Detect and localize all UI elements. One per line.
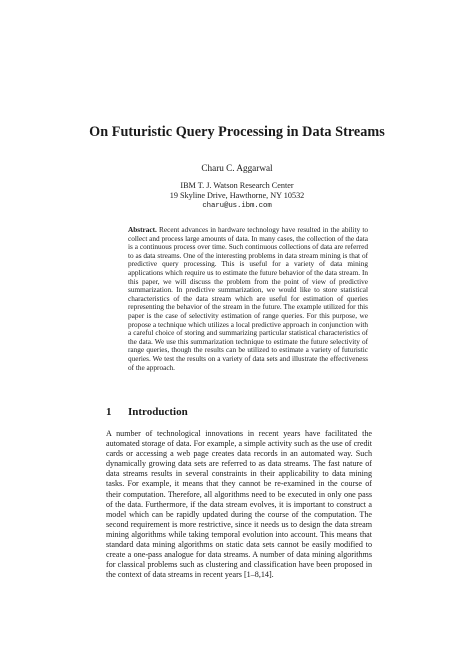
- section-number: 1: [106, 406, 112, 418]
- abstract-text: Recent advances in hardware technology have resulted in the ability to collect and process large amounts of data. In many cases, the collection of the data is a continuous process over time. Such continuous collections of data are referred to as data streams. One of the interesting problems in data stream mining is that of predictive query processing. This is useful for a variety of data mining applications which require us to estimate the future behavior of the data stream. In this paper, we will discuss the problem from the point of view of predictive summarization. In predictive summarization, we would like to store statistical characteristics of the data stream which are useful for estimation of queries representing the behavior of the stream in the future. The example utilized for this paper is the case of selectivity estimation of range queries. For this purpose, we propose a technique which utilizes a local predictive approach in conjunction with a careful choice of storing and summarizing particular statistical characteristics of the data. We use this summarization technique to estimate the future selectivity of range queries, though the results can be utilized to estimate a variety of futuristic queries. We test the results on a variety of data sets and illustrate the effectiveness of the approach.: [128, 226, 368, 372]
- introduction-paragraph: A number of technological innovations in recent years have facilitated the automated storage of data. For example, a simple activity such as the use of credit cards or accessing a web page creates data records in an automated way. Such dynamically growing data sets are referred to as data streams. The fast nature of data streams results in several constraints in their applicability to data mining tasks. For example, it means that they cannot be re-examined in the course of their computation. Therefore, all algorithms need to be executed in only one pass of the data. Furthermore, if the data stream evolves, it is important to construct a model which can be rapidly updated during the course of the computation. The second requirement is more restrictive, since it needs us to design the data stream mining algorithms while taking temporal evolution into account. This means that standard data mining algorithms on static data sets cannot be easily modified to create a one-pass analogue for data streams. A number of data mining algorithms for classical problems such as clustering and classification have been proposed in the context of data streams in recent years [1–8,14].: [106, 429, 372, 580]
- paper-title: On Futuristic Query Processing in Data Streams: [89, 124, 385, 140]
- abstract-label: Abstract.: [128, 226, 157, 234]
- author-email: charu@us.ibm.com: [202, 202, 272, 210]
- affiliation-line-1: IBM T. J. Watson Research Center: [180, 181, 294, 190]
- section-heading: [106, 406, 188, 418]
- section-title: Introduction: [128, 406, 188, 418]
- affiliation-line-2: 19 Skyline Drive, Hawthorne, NY 10532: [169, 191, 305, 200]
- author-name: Charu C. Aggarwal: [201, 163, 273, 173]
- author-affiliation: [0, 181, 474, 211]
- abstract: [128, 226, 368, 372]
